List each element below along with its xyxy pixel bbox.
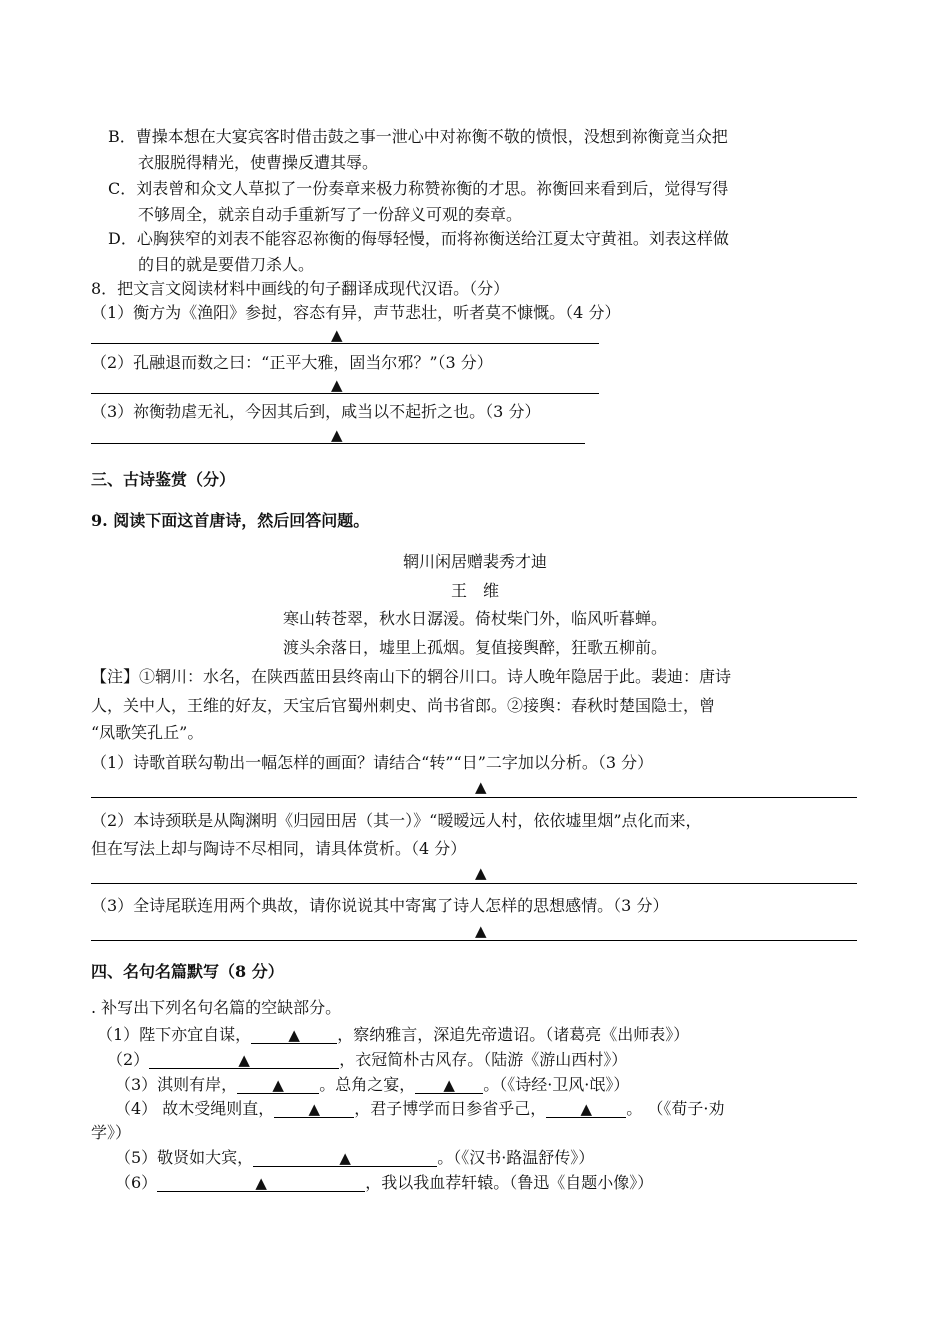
fill-blank[interactable] — [237, 1075, 319, 1094]
answer-mark-triangle: ▲ — [308, 1100, 321, 1118]
answer-mark-triangle: ▲ — [272, 1076, 284, 1094]
q8-item2: （2）孔融退而数之曰：“正平大雅，固当尔邪？”（3 分） — [91, 353, 493, 372]
q9-sub1: （1）诗歌首联勾勒出一幅怎样的画面？请结合“转”“日”二字加以分析。（3 分） — [91, 753, 654, 772]
fill-blank[interactable] — [274, 1099, 354, 1118]
answer-mark-triangle: ▲ — [331, 426, 343, 444]
answer-mark-triangle: ▲ — [475, 922, 487, 940]
recite-row-5: （5）敬贤如大宾， ▲ 。（《汉书·路温舒传》） — [115, 1148, 595, 1167]
answer-line — [91, 797, 857, 798]
answer-mark-triangle: ▲ — [238, 1051, 250, 1069]
poem-title: 辋川闲居赠裴秀才迪 — [402, 552, 547, 571]
answer-mark-triangle: ▲ — [475, 864, 487, 882]
fill-blank[interactable] — [157, 1173, 365, 1192]
q9-stem: 9. 阅读下面这首唐诗，然后回答问题。 — [91, 511, 370, 530]
answer-mark-triangle: ▲ — [255, 1174, 267, 1192]
answer-line — [91, 393, 599, 394]
answer-line — [91, 940, 857, 941]
poem-note-line2: 人，关中人，王维的好友，天宝后官蜀州刺史、尚书省郎。②接舆：春秋时楚国隐士，曾 — [91, 696, 716, 715]
recite-row-4: （4） 故木受绳则直， ▲ ，君子博学而日参省乎己， ▲ 。 （《荀子·劝 — [115, 1099, 725, 1118]
option-b-line1: B．曹操本想在大宴宾客时借击鼓之事一泄心中对祢衡不敬的愤恨，没想到祢衡竟当众把 — [108, 127, 728, 146]
answer-mark-triangle: ▲ — [331, 376, 343, 394]
answer-line — [91, 443, 585, 444]
answer-mark-triangle: ▲ — [339, 1149, 351, 1167]
section4-stem: . 补写出下列名句名篇的空缺部分。 — [91, 998, 342, 1017]
fill-blank[interactable] — [253, 1148, 437, 1167]
fill-blank[interactable] — [415, 1075, 483, 1094]
option-d-line1: D．心胸狭窄的刘表不能容忍祢衡的侮辱轻慢，而将祢衡送给江夏太守黄祖。刘表这样做 — [108, 229, 729, 248]
q9-sub3: （3）全诗尾联连用两个典故，请你说说其中寄寓了诗人怎样的思想感情。（3 分） — [91, 896, 669, 915]
section3-heading: 三、古诗鉴赏（分） — [91, 470, 236, 489]
option-c-line2: 不够周全，就亲自动手重新写了一份辞义可观的奏章。 — [138, 205, 523, 224]
answer-line — [91, 343, 599, 344]
q8-item3: （3）祢衡勃虐无礼，今因其后到，咸当以不起折之也。（3 分） — [91, 402, 541, 421]
poem-note-line3: “凤歌笑孔丘”。 — [91, 723, 204, 742]
answer-line — [91, 883, 857, 884]
recite-row-4-cont: 学》） — [91, 1123, 132, 1142]
recite-row-1: （1）陛下亦宜自谋， ▲ ，察纳雅言，深追先帝遗诏。（诸葛亮《出师表》） — [97, 1025, 690, 1044]
q9-sub2-line2: 但在写法上却与陶诗不尽相同，请具体赏析。（4 分） — [91, 839, 467, 858]
fill-blank[interactable] — [546, 1099, 626, 1118]
answer-mark-triangle: ▲ — [475, 778, 487, 796]
answer-mark-triangle: ▲ — [580, 1100, 593, 1118]
fill-blank[interactable] — [251, 1025, 337, 1044]
poem-line1: 寒山转苍翠，秋水日潺湲。倚杖柴门外，临风听暮蝉。 — [282, 609, 667, 628]
fill-blank[interactable] — [149, 1050, 339, 1069]
option-c-line1: C．刘表曾和众文人草拟了一份奏章来极力称赞祢衡的才思。祢衡回来看到后，觉得写得 — [108, 179, 729, 198]
answer-mark-triangle: ▲ — [443, 1076, 455, 1094]
poem-note-line1: 【注】①辋川：水名，在陕西蓝田县终南山下的辋谷川口。诗人晚年隐居于此。裴迪：唐诗 — [91, 667, 732, 686]
q9-sub2-line1: （2）本诗颈联是从陶渊明《归园田居（其一）》“暧暧远人村，依依墟里烟”点化而来， — [91, 811, 702, 830]
recite-row-6: （6） ▲ ，我以我血荐轩辕。（鲁迅《自题小像》） — [115, 1173, 654, 1192]
recite-row-3: （3）淇则有岸， ▲ 。总角之宴， ▲ 。（《诗经·卫风·氓》） — [115, 1075, 630, 1094]
recite-row-2: （2） ▲ ，衣冠简朴古风存。（陆游《游山西村》） — [107, 1050, 628, 1069]
option-b-line2: 衣服脱得精光，使曹操反遭其辱。 — [138, 153, 379, 172]
answer-mark-triangle: ▲ — [288, 1026, 300, 1044]
q8-stem: 8．把文言文阅读材料中画线的句子翻译成现代汉语。（分） — [91, 279, 510, 298]
answer-mark-triangle: ▲ — [331, 326, 343, 344]
option-d-line2: 的目的就是要借刀杀人。 — [138, 255, 315, 274]
section4-heading: 四、名句名篇默写（8 分） — [91, 962, 284, 981]
q8-item1: （1）衡方为《渔阳》参挝，容态有异，声节悲壮，听者莫不慷慨。（4 分） — [91, 303, 621, 322]
poem-author: 王 维 — [450, 581, 499, 600]
poem-line2: 渡头余落日，墟里上孤烟。复值接舆醉，狂歌五柳前。 — [282, 638, 667, 657]
